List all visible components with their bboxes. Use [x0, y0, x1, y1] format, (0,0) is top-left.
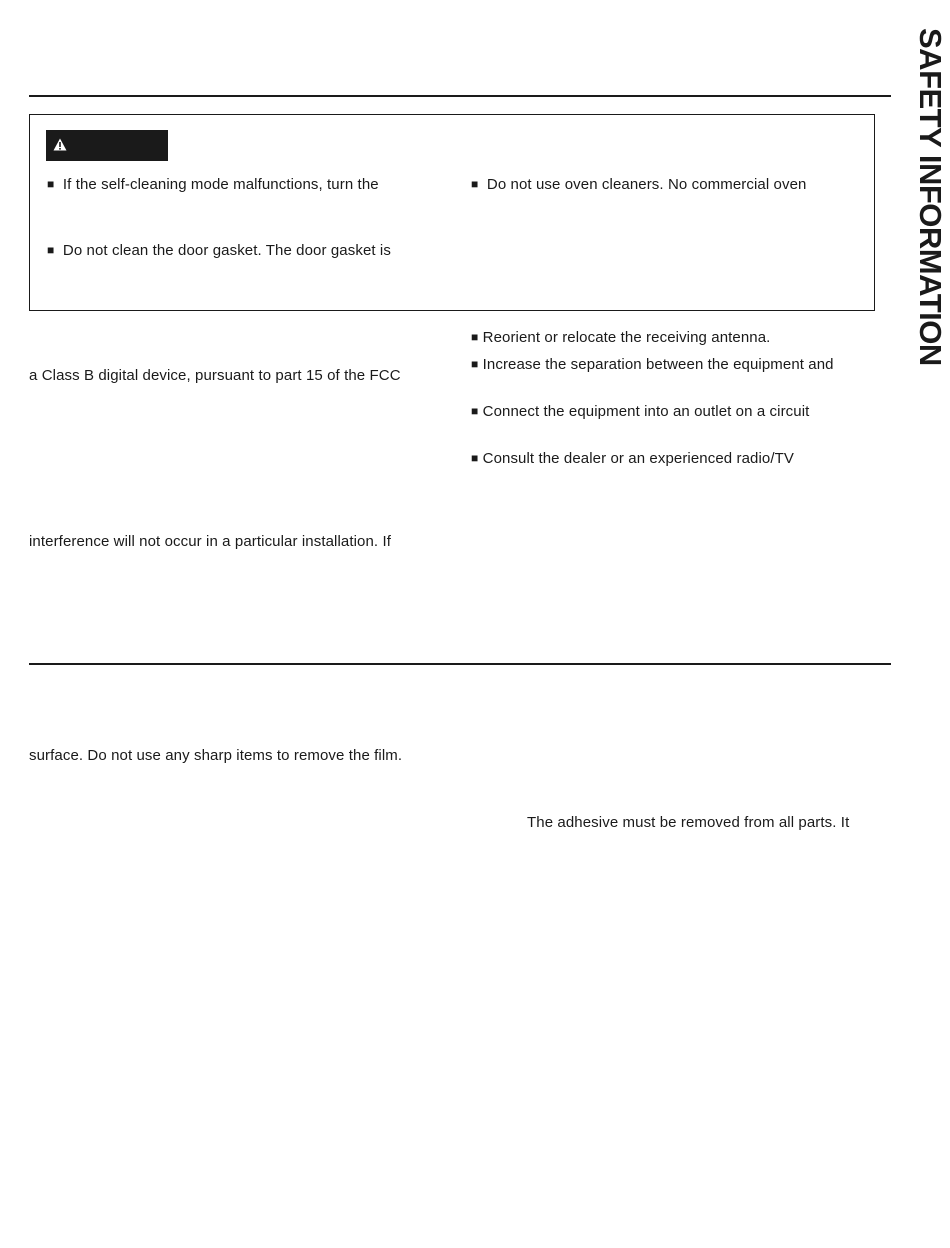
fcc-item-separation [471, 355, 834, 374]
bullet: ■ [47, 177, 55, 191]
warning-item-text: Do not clean the door gasket. The door gasket is [62, 242, 391, 259]
film-line-adhesive: The adhesive must be removed from all parts. It [527, 814, 850, 831]
top-rule [29, 95, 891, 97]
bullet: ■ [471, 330, 479, 344]
warning-item-text: If the self-cleaning mode malfunctions, turn the [62, 176, 379, 193]
fcc-line-interference: interference will not occur in a particular installation. If [29, 533, 392, 550]
warning-triangle-icon [53, 138, 67, 151]
film-line-surface: surface. Do not use any sharp items to remove the film. [29, 747, 403, 764]
bullet: ■ [471, 357, 479, 371]
fcc-item-reorient [471, 328, 770, 347]
warning-item-oven-cleaners [471, 175, 806, 194]
bullet: ■ [471, 177, 479, 191]
bullet: ■ [471, 404, 479, 418]
fcc-line-class-b: a Class B digital device, pursuant to part 15 of the FCC [29, 367, 401, 384]
warning-label [46, 130, 168, 161]
fcc-item-text: Increase the separation between the equipment and [482, 356, 834, 373]
section-side-title: SAFETY INFORMATION [913, 28, 948, 366]
bullet: ■ [47, 243, 55, 257]
warning-box [29, 114, 875, 311]
warning-item-door-gasket [47, 241, 391, 260]
warning-item-self-clean [47, 175, 379, 194]
fcc-item-text: Consult the dealer or an experienced radio/TV [482, 450, 794, 467]
fcc-item-text: Reorient or relocate the receiving antenna. [482, 329, 771, 346]
fcc-item-outlet [471, 402, 809, 421]
section-rule [29, 663, 891, 665]
fcc-item-text: Connect the equipment into an outlet on a circuit [482, 403, 810, 420]
warning-item-text: Do not use oven cleaners. No commercial oven [486, 176, 807, 193]
fcc-item-consult [471, 449, 794, 468]
bullet: ■ [471, 451, 479, 465]
